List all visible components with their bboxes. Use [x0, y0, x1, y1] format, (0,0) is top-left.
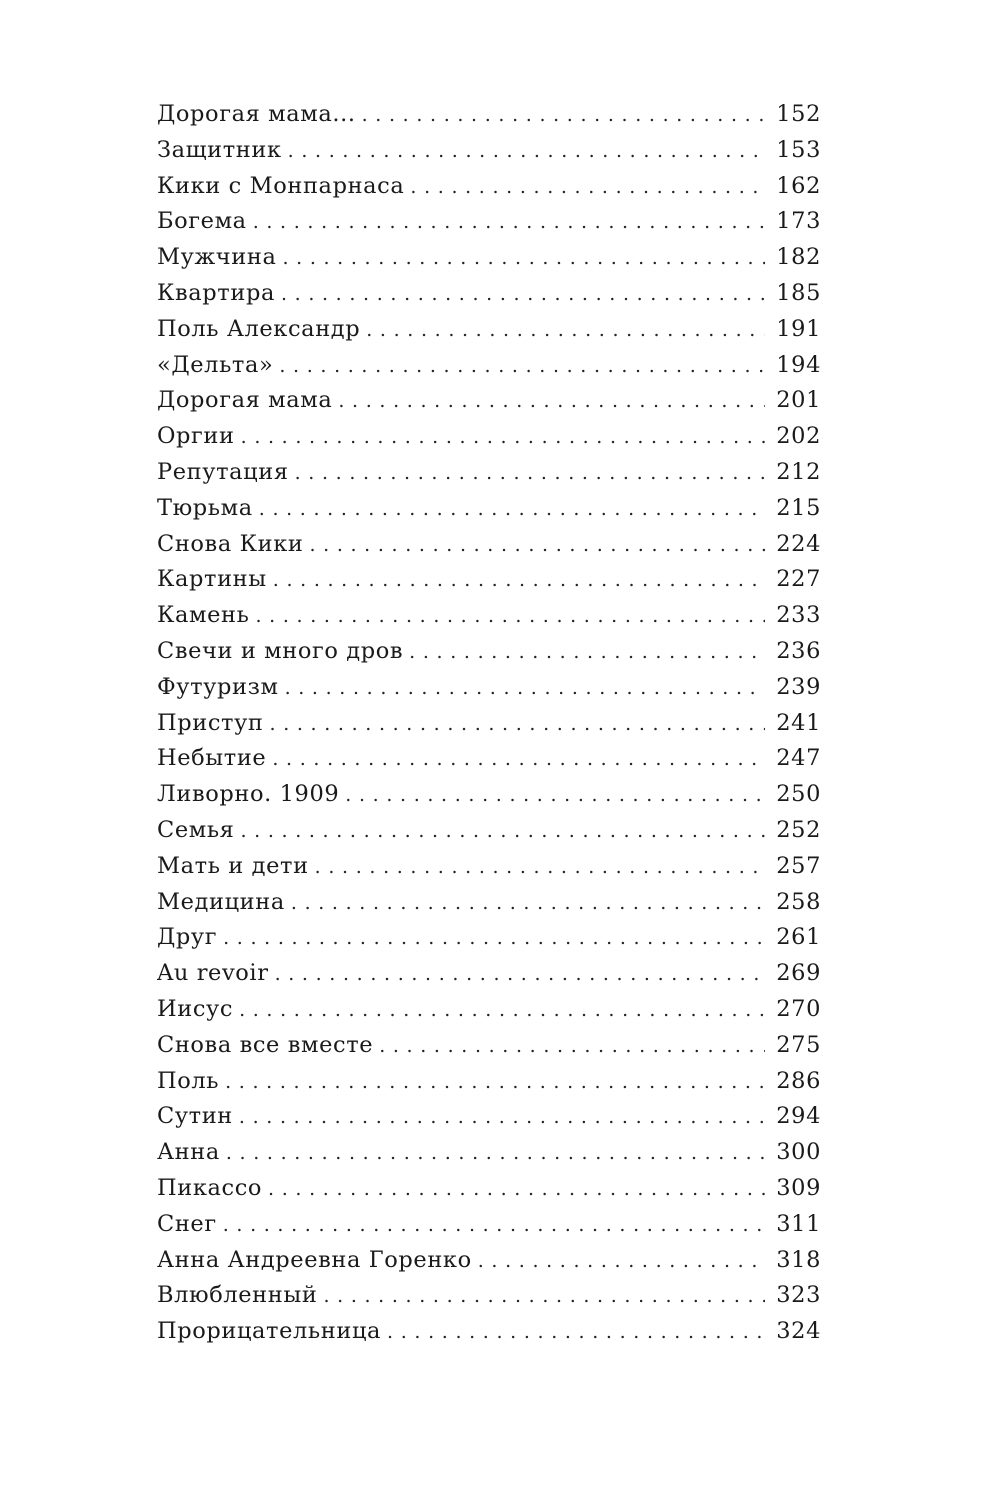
toc-entry-page: 202	[776, 423, 821, 450]
toc-entry-page: 194	[776, 351, 821, 378]
toc-entry-page: 153	[776, 136, 821, 163]
toc-entry	[157, 1278, 821, 1314]
toc-entry-page: 300	[776, 1139, 821, 1166]
toc-entry-page: 294	[776, 1103, 821, 1130]
dot-leader	[323, 1279, 765, 1314]
toc-entry-title: Футуризм	[157, 673, 279, 700]
toc-entry-page: 323	[776, 1282, 821, 1309]
dot-leader	[273, 563, 765, 598]
toc-entry-title: Дорогая мама...	[157, 101, 356, 127]
toc-entry	[157, 1135, 821, 1171]
dot-leader	[256, 599, 766, 634]
dot-leader	[239, 1100, 765, 1135]
dot-leader	[259, 492, 765, 527]
toc-entry	[157, 1207, 821, 1243]
toc-entry-title: Мужчина	[157, 244, 277, 271]
toc-entry-title: Картины	[157, 566, 267, 593]
toc-entry-title: Кики с Монпарнаса	[157, 172, 405, 199]
toc-entry-title: Поль	[157, 1067, 220, 1094]
toc-entry-title: Небытие	[157, 745, 267, 772]
toc-entry	[157, 920, 821, 956]
toc-entry-page: 239	[776, 673, 821, 700]
toc-entry	[157, 777, 821, 813]
toc-entry-page: 252	[776, 816, 821, 843]
toc-entry-page: 215	[776, 494, 821, 521]
toc-entry	[157, 670, 821, 706]
dot-leader	[281, 277, 765, 312]
table-of-contents	[157, 97, 821, 1350]
toc-entry-title: Дорогая мама	[157, 387, 333, 414]
toc-entry-page: 182	[776, 244, 821, 271]
toc-entry-page: 257	[776, 852, 821, 879]
toc-entry	[157, 634, 821, 670]
dot-leader	[239, 993, 765, 1028]
toc-entry-page: 311	[776, 1210, 821, 1237]
toc-entry	[157, 133, 821, 169]
toc-entry-title: Ливорно. 1909	[157, 781, 340, 808]
toc-entry-page: 227	[776, 566, 821, 593]
toc-entry-page: 236	[776, 637, 821, 664]
dot-leader	[315, 850, 765, 885]
toc-entry	[157, 1314, 821, 1350]
dot-leader	[366, 313, 765, 348]
toc-entry	[157, 741, 821, 777]
toc-entry-page: 250	[776, 781, 821, 808]
toc-entry-title: Богема	[157, 208, 247, 235]
toc-entry-page: 261	[776, 924, 821, 951]
dot-leader	[253, 205, 765, 240]
toc-entry-page: 201	[776, 387, 821, 414]
toc-entry	[157, 956, 821, 992]
toc-entry-title: Защитник	[157, 136, 282, 163]
toc-entry-page: 324	[776, 1318, 821, 1345]
toc-entry-title: Квартира	[157, 279, 275, 306]
toc-entry-title: Камень	[157, 602, 250, 629]
dot-leader	[240, 814, 765, 849]
toc-entry-title: Влюбленный	[157, 1282, 318, 1309]
dot-leader	[409, 635, 765, 670]
toc-entry	[157, 813, 821, 849]
toc-entry-page: 275	[776, 1031, 821, 1058]
toc-entry-page: 286	[776, 1067, 821, 1094]
toc-entry-title: Друг	[157, 924, 218, 951]
toc-entry-title: Прорицательница	[157, 1318, 382, 1345]
toc-entry	[157, 1028, 821, 1064]
toc-entry-title: Иисус	[157, 995, 234, 1022]
dot-leader	[309, 528, 765, 563]
dot-leader	[279, 349, 765, 384]
toc-entry	[157, 455, 821, 491]
toc-entry	[157, 1064, 821, 1100]
toc-entry	[157, 849, 821, 885]
toc-entry-page: 162	[776, 172, 821, 199]
dot-leader	[226, 1136, 765, 1171]
toc-entry-title: Приступ	[157, 709, 264, 736]
dot-leader	[275, 957, 765, 992]
dot-leader	[241, 420, 765, 455]
dot-leader	[291, 886, 765, 921]
toc-entry	[157, 706, 821, 742]
toc-entry	[157, 383, 821, 419]
toc-entry-title: Репутация	[157, 458, 289, 485]
toc-entry-title: Тюрьма	[157, 494, 253, 521]
toc-entry	[157, 312, 821, 348]
toc-entry	[157, 598, 821, 634]
toc-entry-title: Анна Андреевна Горенко	[157, 1246, 472, 1273]
toc-entry	[157, 276, 821, 312]
toc-entry	[157, 562, 821, 598]
toc-entry-title: Анна	[157, 1139, 220, 1166]
dot-leader	[345, 778, 765, 813]
dot-leader	[295, 456, 765, 491]
toc-entry-title: Сутин	[157, 1103, 233, 1130]
toc-entry	[157, 527, 821, 563]
toc-entry-page: 270	[776, 995, 821, 1022]
toc-entry-title: Снова Кики	[157, 530, 304, 557]
toc-entry	[157, 491, 821, 527]
toc-entry-title: Снова все вместе	[157, 1031, 374, 1058]
toc-entry-title: Снег	[157, 1210, 217, 1237]
toc-entry	[157, 1243, 821, 1279]
toc-entry	[157, 1099, 821, 1135]
dot-leader	[362, 98, 765, 133]
toc-entry-title: Семья	[157, 816, 235, 843]
toc-entry-title: Свечи и много дров	[157, 637, 404, 664]
dot-leader	[270, 707, 765, 742]
dot-leader	[225, 1065, 765, 1100]
toc-entry-page: 309	[776, 1174, 821, 1201]
toc-entry-title: Au revoir	[157, 960, 269, 987]
dot-leader	[282, 241, 765, 276]
toc-entry-title: Поль Александр	[157, 315, 361, 342]
toc-entry-page: 233	[776, 602, 821, 629]
toc-entry-page: 191	[776, 315, 821, 342]
toc-entry-title: Пикассо	[157, 1174, 263, 1201]
toc-entry-page: 185	[776, 279, 821, 306]
toc-entry-page: 224	[776, 530, 821, 557]
dot-leader	[285, 671, 765, 706]
dot-leader	[223, 921, 765, 956]
dot-leader	[272, 742, 765, 777]
dot-leader	[268, 1172, 765, 1207]
toc-entry	[157, 992, 821, 1028]
toc-entry	[157, 169, 821, 205]
toc-entry-page: 318	[776, 1246, 821, 1273]
toc-entry	[157, 419, 821, 455]
toc-entry-page: 173	[776, 208, 821, 235]
toc-entry	[157, 240, 821, 276]
toc-entry-title: «Дельта»	[157, 351, 274, 378]
dot-leader	[478, 1244, 765, 1279]
dot-leader	[379, 1029, 765, 1064]
toc-entry-page: 258	[776, 888, 821, 915]
dot-leader	[338, 384, 765, 419]
toc-entry-page: 241	[776, 709, 821, 736]
toc-entry	[157, 885, 821, 921]
toc-entry	[157, 97, 821, 133]
toc-entry-page: 212	[776, 458, 821, 485]
toc-entry-page: 247	[776, 745, 821, 772]
toc-entry-page: 269	[776, 960, 821, 987]
dot-leader	[223, 1208, 765, 1243]
toc-entry	[157, 204, 821, 240]
toc-entry-title: Медицина	[157, 888, 285, 915]
toc-entry-title: Мать и дети	[157, 852, 309, 879]
dot-leader	[387, 1315, 765, 1350]
toc-entry	[157, 1171, 821, 1207]
toc-entry-page: 152	[776, 101, 821, 127]
toc-entry	[157, 348, 821, 384]
dot-leader	[288, 134, 765, 169]
toc-entry-title: Оргии	[157, 423, 235, 450]
dot-leader	[410, 170, 765, 205]
